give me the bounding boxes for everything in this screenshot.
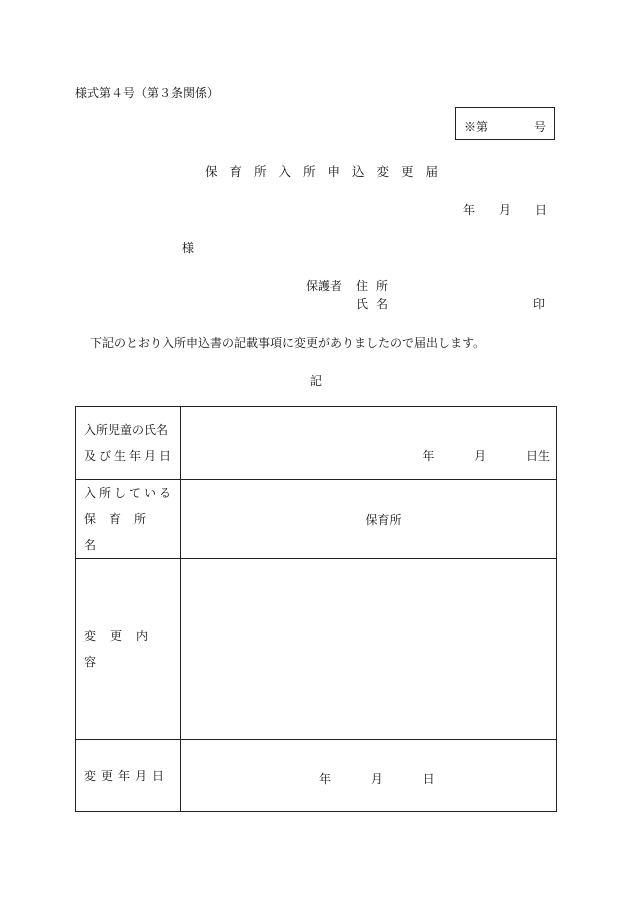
change-details-table xyxy=(75,406,557,812)
child-name-label-line2: 及び生年月日 xyxy=(84,449,175,463)
reception-number-prefix: ※第 xyxy=(464,120,489,134)
nursery-value-cell[interactable] xyxy=(181,480,557,559)
birth-month-label: 月 xyxy=(474,449,487,463)
change-year-label: 年 xyxy=(319,772,332,786)
addressee-honorific: 様 xyxy=(182,241,195,255)
table-row-change-content xyxy=(76,559,557,740)
change-date-fields xyxy=(319,770,471,787)
reception-number-box xyxy=(455,107,555,140)
seal-mark: 印 xyxy=(533,297,546,311)
intro-sentence: 下記のとおり入所申込書の記載事項に変更がありましたので届出します。 xyxy=(90,336,486,350)
table-row-nursery xyxy=(76,480,557,559)
ki-heading: 記 xyxy=(310,374,323,388)
change-day-label: 日 xyxy=(422,772,435,786)
birth-year-label: 年 xyxy=(422,449,435,463)
name-label: 氏名 xyxy=(356,297,397,311)
table-row-change-date xyxy=(76,740,557,812)
table-row-child-name xyxy=(76,407,557,480)
change-date-label: 変更年月日 xyxy=(76,740,181,812)
address-label: 住所 xyxy=(356,279,397,293)
child-name-label-line1: 入所児童の氏名 xyxy=(84,423,169,437)
child-name-value-cell[interactable] xyxy=(181,407,557,480)
change-date-value-cell[interactable] xyxy=(181,740,557,812)
change-content-value-cell[interactable] xyxy=(181,559,557,740)
submission-day-label: 日 xyxy=(535,203,548,217)
nursery-suffix: 保育所 xyxy=(365,512,402,527)
nursery-label-line1: 入所している xyxy=(84,486,175,500)
reception-number-suffix: 号 xyxy=(533,120,546,134)
submission-year-label: 年 xyxy=(463,203,476,217)
change-month-label: 月 xyxy=(370,772,383,786)
guardian-label: 保護者 xyxy=(306,279,343,293)
submission-month-label: 月 xyxy=(499,203,512,217)
document-title: 保育所入所申込変更届 xyxy=(205,164,451,179)
birth-date-fields xyxy=(422,447,550,464)
form-number: 様式第４号（第３条関係） xyxy=(75,86,220,100)
birth-day-label: 日生 xyxy=(525,449,550,463)
nursery-label-line2: 保育所名 xyxy=(84,512,160,552)
child-name-label-cell xyxy=(76,407,181,480)
nursery-label-cell xyxy=(76,480,181,559)
change-content-label: 変更内容 xyxy=(76,559,181,740)
submission-date xyxy=(463,201,547,218)
